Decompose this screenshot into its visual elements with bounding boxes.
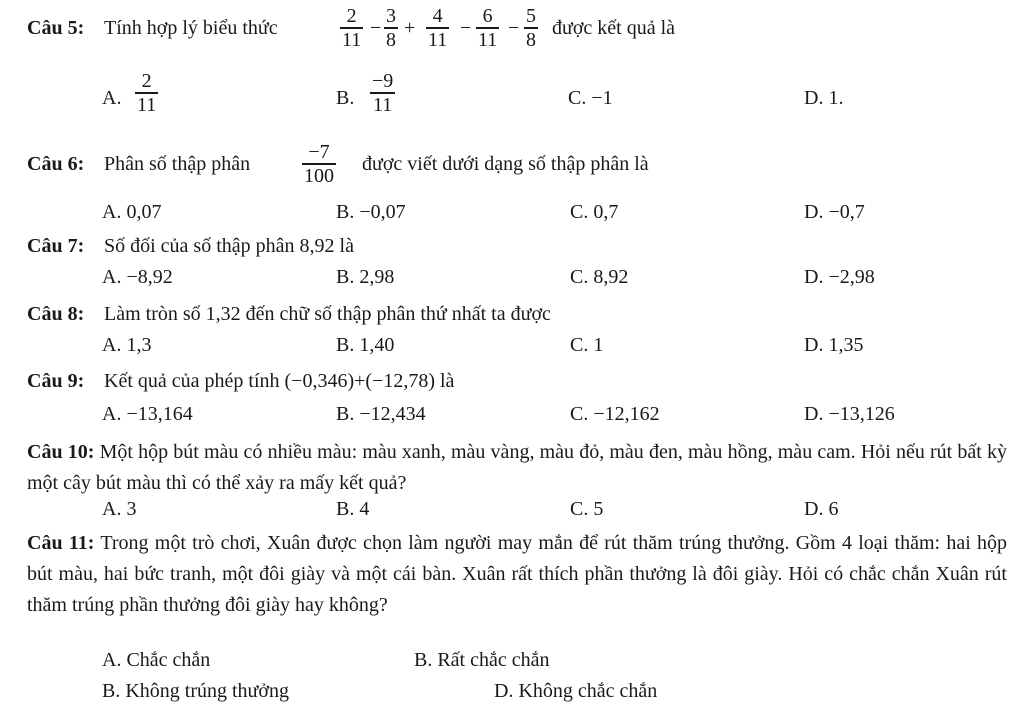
option-d[interactable]: D. 6 [804,498,839,520]
option-a[interactable]: A. −8,92 [102,266,173,288]
question-number: Câu 11: [27,532,95,554]
question-text: được viết dưới dạng số thập phân là [362,153,649,175]
operator: − [460,17,472,39]
question-number: Câu 7: [27,235,85,257]
option-b[interactable]: B. 2,98 [336,266,395,288]
question-text: Phân số thập phân [104,153,251,175]
option-c[interactable]: C. 8,92 [570,266,629,288]
option-d[interactable]: D. −13,126 [804,403,895,425]
option-a[interactable]: A. 1,3 [102,334,152,356]
question-text: được kết quả là [552,17,676,39]
option-c[interactable]: B. Không trúng thưởng [102,680,289,702]
question-body [27,437,1007,499]
option-d[interactable]: D. 1. [804,87,844,109]
question-text: Một hộp bút màu có nhiều màu: màu xanh, màu vàng, màu đỏ, màu đen, màu hồng, màu cam. Hỏi nếu rút bất kỳ một cây bút màu thì có thể xảy ra mấy kết quả? [27,441,1008,494]
option-b-fraction: −9 11 [372,70,394,116]
option-c[interactable]: C. 5 [570,498,604,520]
fraction: 3 8 [386,5,396,51]
question-number: Câu 10: [27,441,95,463]
option-a[interactable]: A. 3 [102,498,137,520]
option-b[interactable]: B. 1,40 [336,334,395,356]
option-d[interactable]: D. Không chắc chắn [494,680,658,702]
option-b[interactable]: B. −0,07 [336,201,406,223]
operator: + [404,17,416,39]
option-d[interactable]: D. 1,35 [804,334,864,356]
question-number: Câu 8: [27,303,85,325]
option-c[interactable]: C. −12,162 [570,403,660,425]
fraction: 2 11 [342,5,362,51]
fraction: −7 100 [304,141,334,187]
fraction: 5 8 [526,5,536,51]
option-b[interactable]: B. Rất chắc chắn [414,649,550,671]
question-number: Câu 5: [27,17,85,39]
question-body [27,528,1007,621]
option-d[interactable]: D. −2,98 [804,266,875,288]
question-text: Trong một trò chơi, Xuân được chọn làm người may mắn để rút thăm trúng thưởng. Gồm 4 loại thăm: hai hộp bút màu, hai bức tranh, một đôi giày và một cái bàn. Xuân rất thích phần thưởng là đôi giày. Hỏi có chắc chắn Xuân rút thăm trúng phần thưởng đôi giày hay không? [27,532,1008,616]
option-c[interactable]: C. −1 [568,87,613,109]
option-c[interactable]: C. 1 [570,334,604,356]
option-a[interactable]: A. −13,164 [102,403,193,425]
fraction: 6 11 [478,5,498,51]
question-text: Làm tròn số 1,32 đến chữ số thập phân thứ nhất ta được [104,303,551,325]
question-text: Số đối của số thập phân 8,92 là [104,235,354,257]
option-b[interactable]: B. [336,87,355,109]
operator: − [370,17,382,39]
option-b[interactable]: B. −12,434 [336,403,426,425]
question-number: Câu 6: [27,153,85,175]
operator: − [508,17,520,39]
option-d[interactable]: D. −0,7 [804,201,865,223]
question-text: Tính hợp lý biểu thức [104,17,278,39]
option-a[interactable]: A. 0,07 [102,201,162,223]
option-c[interactable]: C. 0,7 [570,201,619,223]
question-number: Câu 9: [27,370,85,392]
question-text: Kết quả của phép tính (−0,346)+(−12,78) là [104,370,455,392]
option-a-fraction: 2 11 [137,70,157,116]
option-a[interactable]: A. Chắc chắn [102,649,211,671]
option-a[interactable]: A. [102,87,122,109]
fraction: 4 11 [428,5,448,51]
option-b[interactable]: B. 4 [336,498,370,520]
